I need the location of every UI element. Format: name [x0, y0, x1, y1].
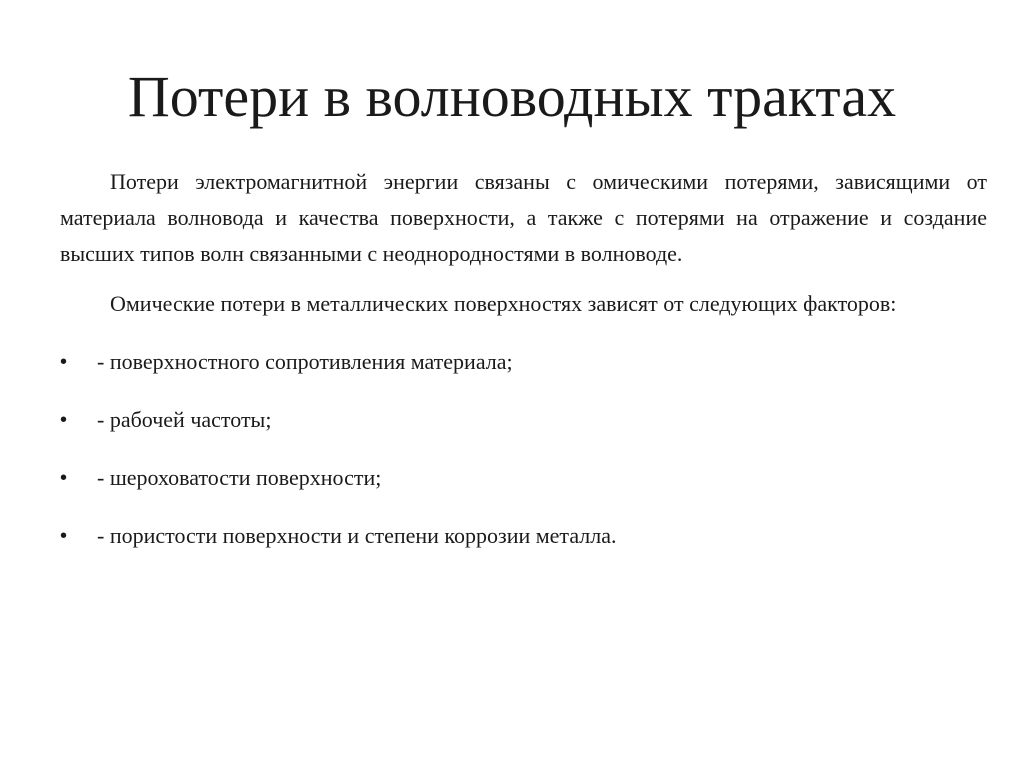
list-item-text: - поверхностного сопротивления материала;: [97, 349, 513, 374]
list-item: [60, 344, 987, 380]
bullet-icon: •: [60, 467, 68, 489]
bullet-icon: •: [60, 525, 68, 547]
slide-body: [60, 164, 987, 576]
list-item-text: - рабочей частоты;: [97, 407, 272, 432]
list-item: [60, 460, 987, 496]
factor-list: [60, 344, 987, 554]
list-item-text: - пористости поверхности и степени коррозии металла.: [97, 523, 617, 548]
bullet-icon: •: [60, 351, 68, 373]
slide-title: Потери в волноводных трактах: [127, 64, 897, 129]
bullet-icon: •: [60, 409, 68, 431]
list-item: [60, 518, 987, 554]
paragraph-ohmic-losses: Омические потери в металлических поверхностях зависят от следующих факторов:: [110, 291, 897, 316]
list-item: [60, 402, 987, 438]
list-item-text: - шероховатости поверхности;: [97, 465, 382, 490]
paragraph-energy-losses: Потери электромагнитной энергии связаны с омическими потерями, зависящими от материала волновода и качества поверхности, а также с потерями на отражение и создание высших типов волн связанными с неоднородностями в волноводе.: [60, 169, 987, 266]
